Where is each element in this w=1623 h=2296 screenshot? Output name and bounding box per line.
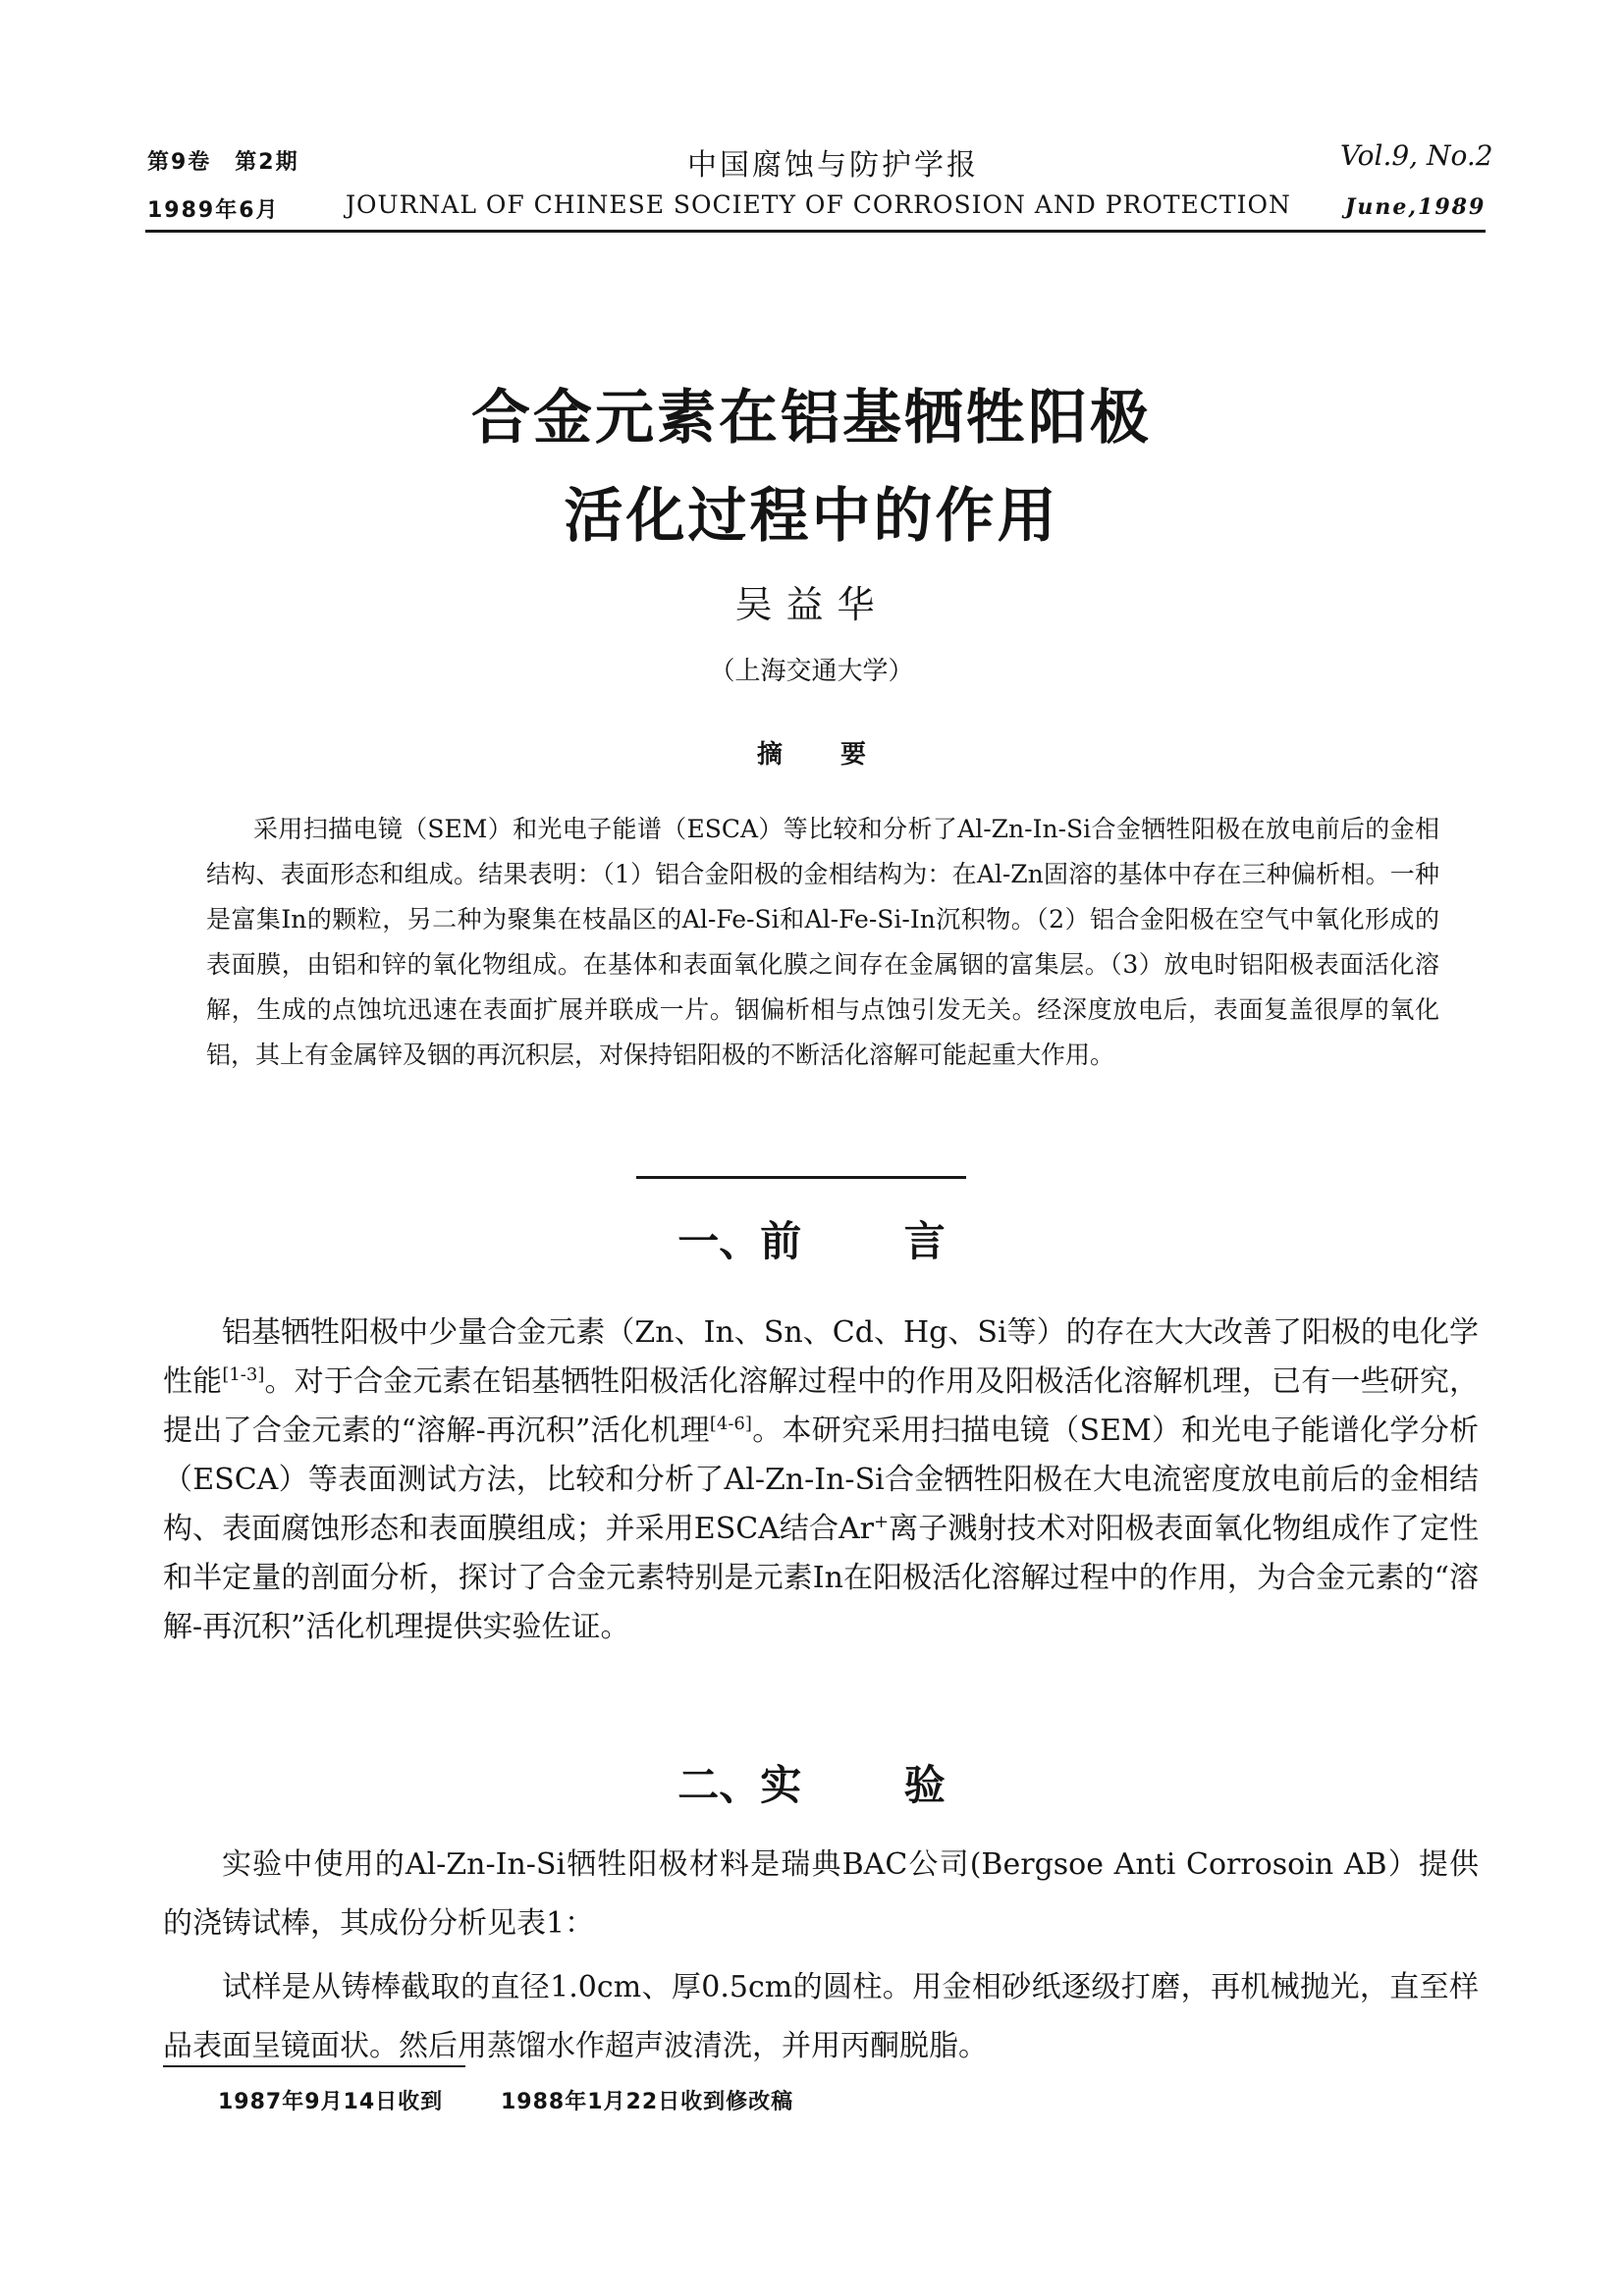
issue-date-en: June,1989 (1345, 194, 1487, 220)
intro-text-part-2: 。对于合金元素在铝基牺牲阳极活化溶解过程中的作用及阳极活化溶解机理，已有一些研究，提出了合金元素的“溶解-再沉积”活化机理 (163, 1364, 1480, 1448)
introduction-paragraph (163, 1308, 1479, 1652)
author-name: 吴益华 (734, 583, 889, 626)
intro-text-part-1: 铝基牺牲阳极中少量合金元素（Zn、In、Sn、Cd、Hg、Si等）的存在大大改善了阳极的电化学性能 (163, 1315, 1479, 1399)
issue-date-cn: 1989年6月 (147, 198, 280, 223)
abstract-heading: 摘 要 (756, 740, 867, 770)
volume-number-en: Vol.9, No.2 (1340, 139, 1493, 172)
section-heading-introduction: 一、前 言 (677, 1217, 946, 1265)
article-title-line-1: 合金元素在铝基牺牲阳极 (471, 384, 1152, 453)
intro-text-part-4: 离子溅射技术对阳极表面氧化物组成作了定性和半定量的剖面分析，探讨了合金元素特别是元素In在阳极活化溶解过程中的作用，为合金元素的“溶解-再沉积”活化机理提供实验佐证。 (163, 1512, 1480, 1644)
section-heading-experiment: 二、实 验 (677, 1761, 946, 1809)
experiment-paragraph-1: 实验中使用的Al-Zn-In-Si牺牲阳极材料是瑞典BAC公司(Bergsoe Anti Corrosoin AB）提供的浇铸试棒，其成份分析见表1： (163, 1847, 1479, 1941)
header-rule (145, 230, 1486, 233)
author-affiliation: （上海交通大学） (709, 657, 914, 686)
revised-date: 1988年1月22日收到修改稿 (501, 2090, 794, 2114)
argon-ion-superscript: + (874, 1512, 890, 1532)
citation-ref-4-6: [4-6] (709, 1414, 752, 1434)
intro-text-part-3: 。本研究采用扫描电镜（SEM）和光电子能谱化学分析（ESCA）等表面测试方法，比较和分析了Al-Zn-In-Si合金牺牲阳极在大电流密度放电前后的金相结构、表面腐蚀形态和表面膜组成；并采用ESCA结合Ar (163, 1414, 1480, 1546)
abstract-text: 采用扫描电镜（SEM）和光电子能谱（ESCA）等比较和分析了Al-Zn-In-Si合金牺牲阳极在放电前后的金相结构、表面形态和组成。结果表明：（1）铝合金阳极的金相结构为：在Al-Zn固溶的基体中存在三种偏析相。一种是富集In的颗粒，另二种为聚集在枝晶区的Al-Fe-Si和Al-Fe-Si-In沉积物。（2）铝合金阳极在空气中氧化形成的表面膜，由铝和锌的氧化物组成。在基体和表面氧化膜之间存在金属铟的富集层。（3）放电时铝阳极表面活化溶解，生成的点蚀坑迅速在表面扩展并联成一片。铟偏析相与点蚀引发无关。经深度放电后，表面复盖很厚的氧化铝，其上有金属锌及铟的再沉积层，对保持铝阳极的不断活化溶解可能起重大作用。 (206, 815, 1439, 1069)
journal-title-en: JOURNAL OF CHINESE SOCIETY OF CORROSION AND PROTECTION (346, 190, 1291, 219)
experiment-paragraph-2: 试样是从铸棒截取的直径1.0cm、厚0.5cm的圆柱。用金相砂纸逐级打磨，再机械抛光，直至样品表面呈镜面状。然后用蒸馏水作超声波清洗，并用丙酮脱脂。 (163, 1970, 1479, 2063)
received-date: 1987年9月14日收到 (218, 2090, 444, 2114)
journal-title-cn: 中国腐蚀与防护学报 (687, 148, 979, 183)
section-divider (636, 1176, 966, 1179)
footnote-rule (163, 2065, 465, 2067)
volume-issue: 第9卷 第2期 (147, 150, 299, 175)
article-title-line-2: 活化过程中的作用 (564, 482, 1059, 551)
citation-ref-1-3: [1-3] (222, 1364, 265, 1385)
